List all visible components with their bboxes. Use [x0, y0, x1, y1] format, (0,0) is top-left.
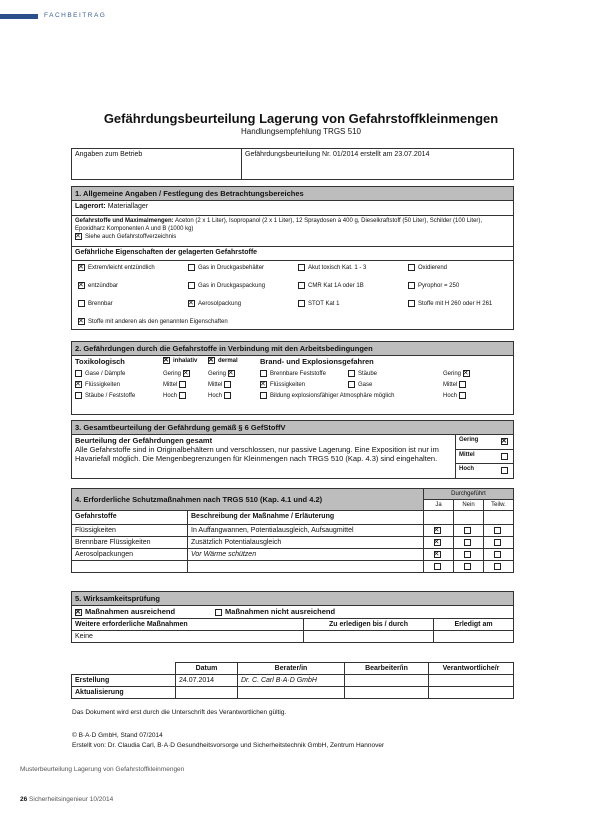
hazard-grid — [72, 356, 514, 402]
checkbox[interactable] — [78, 318, 85, 325]
level-label: Hoch — [208, 393, 223, 400]
checkbox[interactable] — [298, 264, 305, 271]
level-label: Gering — [208, 371, 227, 378]
prop-label: Aerosolpackung — [198, 301, 242, 308]
checkbox[interactable] — [494, 539, 501, 546]
sign-date: 24.07.2014 — [176, 675, 238, 687]
brand-item: Flüssigkeiten — [270, 382, 306, 389]
journal-name: Sicherheitsingenieur 10/2014 — [29, 796, 114, 803]
assessment-number: Gefährdungsbeurteilung Nr. 01/2014 erstellt am 23.07.2014 — [242, 149, 514, 180]
checkbox[interactable] — [179, 381, 186, 388]
checkbox[interactable] — [215, 609, 222, 616]
col-teilw: Teilw. — [484, 500, 514, 511]
section-2-heading: 2. Gefährdungen durch die Gefahrstoffe in Verbindung mit den Arbeitsbedingungen — [72, 342, 514, 356]
level-label: Hoch — [459, 465, 474, 472]
bis-label: Zu erledigen bis / durch — [304, 619, 434, 631]
prop-label: Extrem/leicht entzündlich — [88, 265, 155, 272]
measure-description: In Auffangwannen, Potentialausgleich, Aufsaugmittel — [188, 525, 424, 537]
level-label: Gering — [443, 371, 462, 378]
document-title: Gefährdungsbeurteilung Lagerung von Gefahrstoffkleinmengen — [103, 111, 499, 126]
tox-item: Stäube / Feststoffe — [85, 393, 136, 400]
sign-berater: Dr. C. Carl B·A·D GmbH — [238, 675, 345, 687]
category-label: FACHBEITRAG — [44, 12, 107, 19]
checkbox[interactable] — [75, 392, 82, 399]
prop-label: Brennbar — [88, 301, 113, 308]
mengen-label: Gefahrstoffe und Maximalmengen: — [75, 218, 174, 224]
siehe-auch: Siehe auch Gefahrstoffverzeichnis — [85, 234, 177, 241]
checkbox[interactable] — [501, 467, 508, 474]
section-4 — [71, 488, 514, 573]
checkbox[interactable] — [298, 300, 305, 307]
lagerort-label: Lagerort: — [75, 203, 106, 210]
level-label: Mittel — [443, 382, 458, 389]
checkbox[interactable] — [183, 370, 190, 377]
checkbox[interactable] — [75, 233, 82, 240]
col-ja: Ja — [424, 500, 454, 511]
checkbox[interactable] — [464, 551, 471, 558]
checkbox[interactable] — [188, 282, 195, 289]
checkbox[interactable] — [464, 527, 471, 534]
section-3-sub: Beurteilung der Gefährdungen gesamt — [75, 436, 213, 445]
prop-label: Gas in Druckgasbehälter — [198, 265, 265, 272]
col-beschreibung: Beschreibung der Maßnahme / Erläuterung — [188, 511, 424, 525]
measures-not-ok: Maßnahmen nicht ausreichend — [225, 607, 336, 616]
weitere-value: Keine — [72, 631, 304, 643]
section-4-heading: 4. Erforderliche Schutzmaßnahmen nach TRGS 510 (Kap. 4.1 und 4.2) — [72, 489, 424, 511]
checkbox[interactable] — [464, 539, 471, 546]
eigenschaften-label: Gefährliche Eigenschaften der gelagerten Gefahrstoffe — [72, 247, 514, 261]
level-label: Mittel — [208, 382, 223, 389]
checkbox[interactable] — [463, 370, 470, 377]
copyright: © B·A·D GmbH, Stand 07/2014 — [72, 732, 163, 739]
measure-description: Vor Wärme schützen — [188, 549, 424, 561]
col-verantwortlich: Verantwortliche/r — [429, 663, 514, 675]
overall-levels — [456, 435, 514, 477]
level-label: Hoch — [163, 393, 178, 400]
checkbox[interactable] — [208, 357, 215, 364]
measure-substance: Flüssigkeiten — [72, 525, 188, 537]
mengen-value: Aceton (2 x 1 Liter), Isopropanol (2 x 1 Liter), 12 Spraydosen à 400 g, Dieselkraftstoff (50 Liter), Schilder (100 Liter), Epoxidharz Komponenten A und B (1000 kg) — [75, 218, 483, 232]
checkbox[interactable] — [408, 282, 415, 289]
level-label: Hoch — [443, 393, 458, 400]
checkbox[interactable] — [434, 527, 441, 534]
brand-item: Brennbare Feststoffe — [270, 371, 326, 378]
level-label: Gering — [163, 371, 182, 378]
level-label: Mittel — [163, 382, 178, 389]
level-label: Mittel — [459, 451, 475, 458]
brand-item: Stäube — [358, 371, 378, 378]
figure-caption: Musterbeurteilung Lagerung von Gefahrstoffkleinmengen — [20, 766, 185, 773]
measure-description: Zusätzlich Potentialausgleich — [188, 537, 424, 549]
prop-label: STOT Kat 1 — [308, 301, 340, 308]
checkbox[interactable] — [494, 551, 501, 558]
author-line: Erstellt von: Dr. Claudia Carl, B·A·D Gesundheitsvorsorge und Sicherheitstechnik GmbH, Zentrum Hannover — [72, 742, 385, 749]
checkbox[interactable] — [75, 381, 82, 388]
level-label: Gering — [459, 437, 479, 443]
weitere-label: Weitere erforderliche Maßnahmen — [72, 619, 304, 631]
prop-label: Pyrophor = 250 — [418, 283, 460, 290]
checkbox[interactable] — [434, 539, 441, 546]
tox-heading: Toxikologisch — [75, 357, 125, 366]
section-3-text: Alle Gefahrstoffe sind in Originalbehältern und verschlossen, nur passive Lagerung. Eine Exposition ist nur im Havariefall möglich. Die Mengenbegrenzungen für Kleinmengen nach TRGS 510 (Kap. 4.3) sind eingehalten. — [75, 445, 439, 463]
checkbox[interactable] — [224, 392, 231, 399]
section-5 — [71, 591, 514, 643]
lagerort-value: Materiallager — [107, 203, 149, 210]
checkbox[interactable] — [434, 563, 441, 570]
brand-heading: Brand- und Explosionsgefahren — [260, 357, 374, 366]
checkbox[interactable] — [78, 264, 85, 271]
section-1 — [71, 186, 514, 330]
measure-substance — [72, 561, 188, 573]
checkbox[interactable] — [464, 563, 471, 570]
tox-item: Gase / Dämpfe — [85, 371, 126, 378]
brand-item: Gase — [358, 382, 373, 389]
checkbox[interactable] — [228, 370, 235, 377]
row-aktualisierung: Aktualisierung — [72, 687, 176, 699]
checkbox[interactable] — [501, 438, 508, 445]
checkbox[interactable] — [408, 300, 415, 307]
checkbox[interactable] — [163, 357, 170, 364]
col-gefahrstoffe: Gefahrstoffe — [72, 511, 188, 525]
signature-table — [71, 662, 514, 699]
derm-label: dermal — [218, 358, 238, 365]
section-3-heading: 3. Gesamtbeurteilung der Gefährdung gemäß § 6 GefStoffV — [72, 421, 514, 435]
checkbox[interactable] — [494, 563, 501, 570]
checkbox[interactable] — [188, 264, 195, 271]
document-subtitle: Handlungsempfehlung TRGS 510 — [241, 127, 361, 136]
measure-substance: Aerosolpackungen — [72, 549, 188, 561]
checkbox[interactable] — [78, 282, 85, 289]
inh-label: inhalativ — [173, 358, 198, 365]
checkbox[interactable] — [494, 527, 501, 534]
checkbox[interactable] — [188, 300, 195, 307]
checkbox[interactable] — [298, 282, 305, 289]
andere-label: Stoffe mit anderen als den genannten Eigenschaften — [88, 319, 228, 326]
prop-label: Akut toxisch Kat. 1 - 3 — [308, 265, 367, 272]
company-row — [71, 148, 514, 180]
section-5-heading: 5. Wirksamkeitsprüfung — [72, 592, 514, 606]
checkbox[interactable] — [408, 264, 415, 271]
company-label: Angaben zum Betrieb — [72, 149, 242, 180]
prop-label: entzündbar — [88, 283, 119, 290]
checkbox[interactable] — [501, 453, 508, 460]
erledigt-label: Erledigt am — [434, 619, 514, 631]
prop-label: Gas in Druckgaspackung — [198, 283, 266, 290]
checkbox[interactable] — [224, 381, 231, 388]
col-nein: Nein — [454, 500, 484, 511]
page-number: 26 — [20, 796, 28, 803]
durchgefuehrt-label: Durchgeführt — [424, 489, 514, 500]
row-erstellung: Erstellung — [72, 675, 176, 687]
measure-description — [188, 561, 424, 573]
col-datum: Datum — [176, 663, 238, 675]
checkbox[interactable] — [348, 381, 355, 388]
checkbox[interactable] — [260, 392, 267, 399]
col-berater: Berater/in — [238, 663, 345, 675]
tox-item: Flüssigkeiten — [85, 382, 121, 389]
checkbox[interactable] — [434, 551, 441, 558]
checkbox[interactable] — [459, 392, 466, 399]
properties-grid — [75, 263, 511, 327]
checkbox[interactable] — [260, 370, 267, 377]
checkbox[interactable] — [348, 370, 355, 377]
checkbox[interactable] — [75, 609, 82, 616]
header-accent-bar — [0, 14, 38, 19]
checkbox[interactable] — [78, 300, 85, 307]
checkbox[interactable] — [459, 381, 466, 388]
measure-substance: Brennbare Flüssigkeiten — [72, 537, 188, 549]
col-bearbeiter: Bearbeiter/in — [345, 663, 429, 675]
checkbox[interactable] — [75, 370, 82, 377]
section-3 — [71, 420, 514, 479]
section-1-heading: 1. Allgemeine Angaben / Festlegung des Betrachtungsbereiches — [72, 187, 514, 201]
section-2 — [71, 341, 514, 415]
prop-label: Oxidierend — [418, 265, 448, 272]
prop-label: Stoffe mit H 260 oder H 261 — [418, 301, 493, 308]
validity-note: Das Dokument wird erst durch die Unterschrift des Verantwortlichen gültig. — [72, 709, 287, 716]
brand-item: Bildung explosionsfähiger Atmosphäre möglich — [270, 393, 395, 400]
checkbox[interactable] — [179, 392, 186, 399]
checkbox[interactable] — [260, 381, 267, 388]
measures-ok: Maßnahmen ausreichend — [85, 607, 176, 616]
prop-label: CMR Kat 1A oder 1B — [308, 283, 364, 290]
